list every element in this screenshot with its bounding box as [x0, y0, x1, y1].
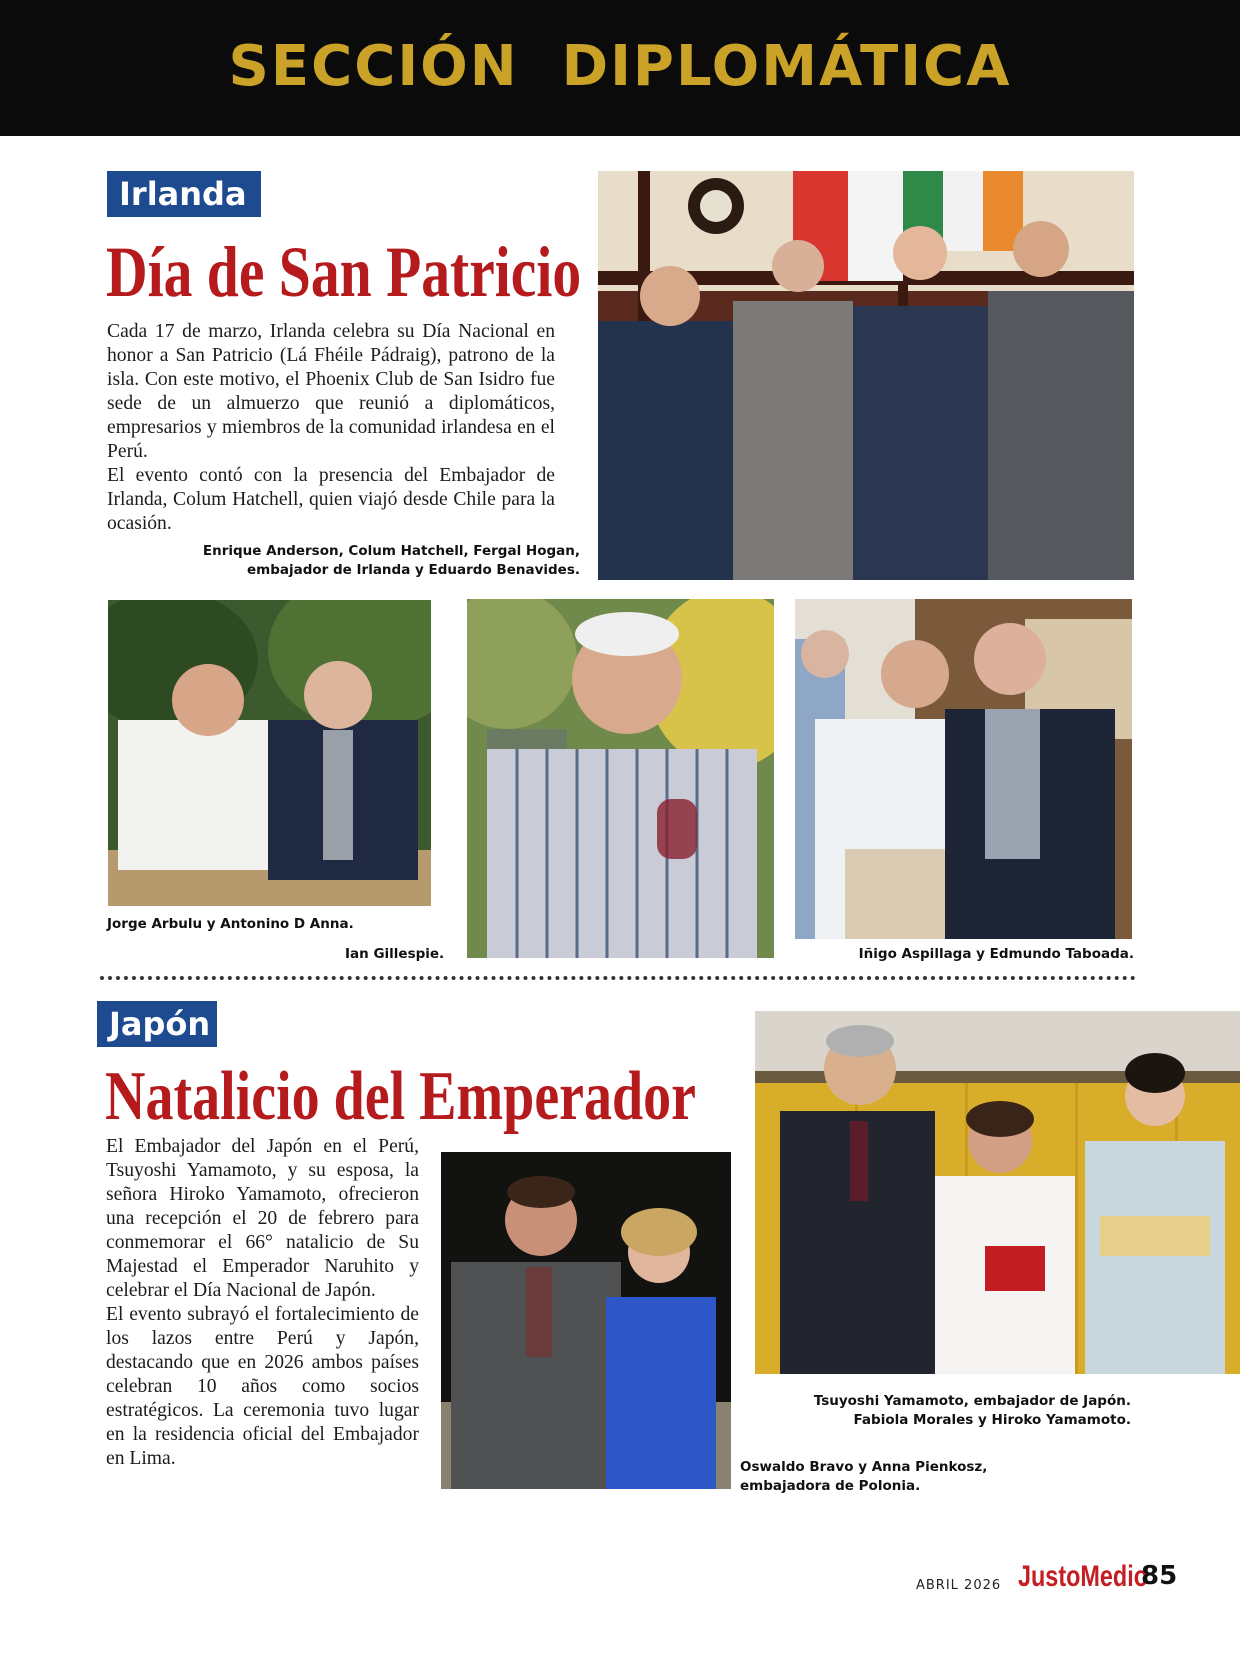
issue-date: ABRIL 2026 [916, 1578, 1002, 1593]
caption-line: Oswaldo Bravo y Anna Pienkosz, [740, 1459, 988, 1475]
caption-line: embajadora de Polonia. [740, 1478, 921, 1494]
caption-main-ireland [160, 542, 580, 580]
photo-bravo-pienkosz [441, 1152, 731, 1489]
photo-arbulu-danna [108, 600, 431, 906]
section-title: SECCIÓN DIPLOMÁTICA [228, 34, 1012, 99]
caption-line: embajador de Irlanda y Eduardo Benavides. [246, 562, 580, 578]
caption-line: Tsuyoshi Yamamoto, embajador de Japón. [813, 1393, 1131, 1409]
page-number: 85 [1141, 1561, 1178, 1591]
paragraph: El Embajador del Japón en el Perú, Tsuyoshi Yamamoto, y su esposa, la señora Hiroko Yamamoto, ofrecieron una recepción el 20 de febrero para conmemorar el 66° natalicio de Su Majestad el Emperador Naruhito y celebrar el Día Nacional de Japón. [106, 1136, 419, 1301]
caption-bravo-pienkosz [740, 1458, 987, 1496]
headline-ireland: Día de San Patricio [106, 232, 582, 312]
caption-yamamoto-group [760, 1392, 1131, 1430]
paragraph: El evento subrayó el fortalecimiento de los lazos entre Perú y Japón, destacando que en 2026 ambos países celebran 10 años como socios estratégicos. La ceremonia tuvo lugar en la residencia oficial del Embajador en Lima. [106, 1304, 419, 1469]
caption-line: Enrique Anderson, Colum Hatchell, Fergal Hogan, [202, 543, 580, 559]
caption-photo2-ireland: Ian Gillespie. [345, 946, 445, 962]
country-tag-japan: Japón [97, 1001, 217, 1047]
paragraph: Cada 17 de marzo, Irlanda celebra su Día Nacional en honor a San Patricio (Lá Fhéile Pádraig), patrono de la isla. Con este motivo, el Phoenix Club de San Isidro fue sede de un almuerzo que reunió a diplomáticos, empresarios y miembros de la comunidad irlandesa en el Perú. [107, 321, 555, 462]
article-body-japan [106, 1135, 419, 1471]
paragraph: El evento contó con la presencia del Embajador de Irlanda, Colum Hatchell, quien viajó desde Chile para la ocasión. [107, 465, 555, 534]
section-divider [100, 976, 1136, 980]
photo-yamamoto-group [755, 1011, 1240, 1374]
caption-photo3-ireland: Iñigo Aspillaga y Edmundo Taboada. [858, 946, 1134, 962]
photo-ireland-group [598, 171, 1134, 580]
caption-photo1-ireland: Jorge Arbulu y Antonino D Anna. [107, 916, 354, 932]
headline-japan: Natalicio del Emperador [105, 1058, 697, 1135]
photo-gillespie [467, 599, 774, 958]
photo-aspillaga-taboada [795, 599, 1132, 939]
caption-line: Fabiola Morales y Hiroko Yamamoto. [853, 1412, 1131, 1428]
country-tag-ireland: Irlanda [107, 171, 261, 217]
magazine-logo: JustoMedio [1018, 1560, 1149, 1593]
article-body-ireland [107, 320, 555, 536]
